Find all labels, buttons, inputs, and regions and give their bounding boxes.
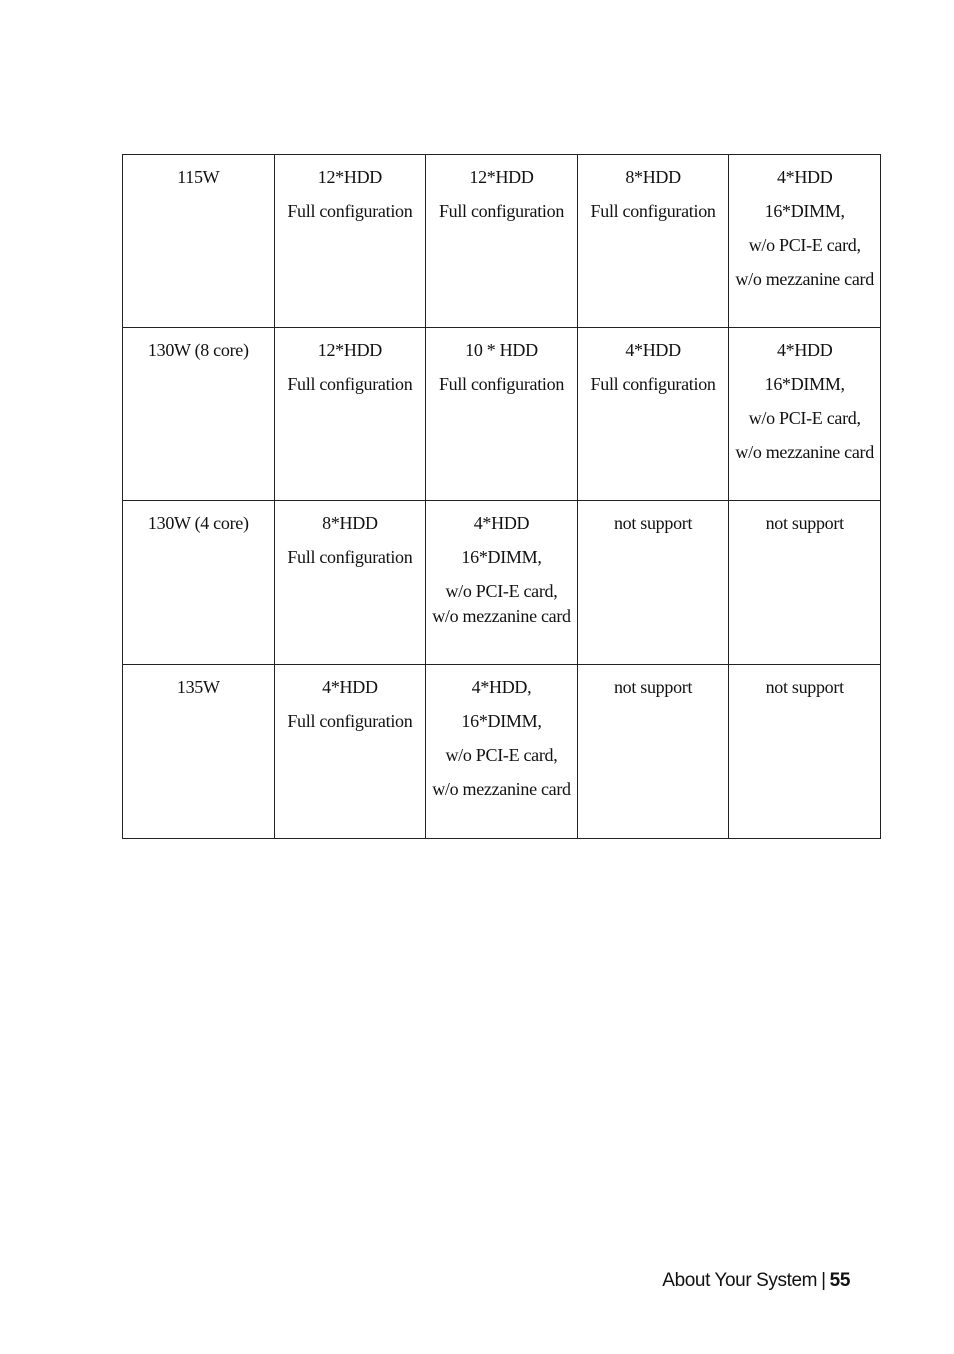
- power-cell: 115W: [123, 155, 275, 328]
- cell-line: not support: [765, 677, 844, 697]
- cell-line: 4*HDD: [776, 340, 833, 360]
- cell-line: 16*DIMM,: [461, 547, 542, 567]
- cell-line: w/o mezzanine card: [735, 442, 874, 462]
- page-number: 55: [829, 1270, 850, 1291]
- cell-line: w/o PCI-E card,: [748, 408, 861, 428]
- cell-line: not support: [765, 513, 844, 533]
- cell-line: 4*HDD: [776, 167, 833, 187]
- power-cell: 130W (8 core): [123, 328, 275, 501]
- config-cell: [729, 665, 881, 839]
- config-cell: [577, 665, 729, 839]
- config-cell: [729, 155, 881, 328]
- footer-section-title: About Your System: [662, 1270, 818, 1291]
- footer-separator: |: [821, 1270, 826, 1291]
- table-row: [123, 665, 881, 839]
- cell-line: 12*HDD: [469, 167, 534, 187]
- table-row: [123, 155, 881, 328]
- table-row: [123, 501, 881, 665]
- cell-line: not support: [613, 513, 693, 533]
- cell-line: 16*DIMM,: [764, 201, 845, 221]
- cell-line: Full configuration: [438, 201, 565, 221]
- power-cell: 130W (4 core): [123, 501, 275, 665]
- cell-line: w/o mezzanine card: [735, 269, 874, 289]
- cell-line: w/o PCI-E card,: [445, 745, 558, 765]
- cell-line: 4*HDD: [322, 677, 378, 697]
- cell-line: 8*HDD: [625, 167, 681, 187]
- cell-line: 12*HDD: [317, 167, 382, 187]
- config-cell: [426, 501, 578, 665]
- cell-line: w/o PCI-E card, w/o mezzanine card: [432, 581, 571, 626]
- cell-line: Full configuration: [590, 374, 716, 394]
- config-cell: [274, 155, 426, 328]
- cell-line: 10 * HDD: [465, 340, 538, 360]
- configuration-table: [122, 154, 881, 839]
- config-cell: [577, 155, 729, 328]
- config-cell: [577, 328, 729, 501]
- config-cell: [426, 328, 578, 501]
- cell-line: 16*DIMM,: [764, 374, 845, 394]
- config-cell: [729, 328, 881, 501]
- cell-line: 16*DIMM,: [461, 711, 542, 731]
- cell-line: 8*HDD: [322, 513, 378, 533]
- config-cell: [274, 665, 426, 839]
- cell-line: 4*HDD: [625, 340, 681, 360]
- config-cell: [426, 665, 578, 839]
- cell-line: 4*HDD: [473, 513, 530, 533]
- config-cell: [729, 501, 881, 665]
- config-cell: [577, 501, 729, 665]
- cell-line: 12*HDD: [317, 340, 382, 360]
- page-footer: [662, 1270, 850, 1292]
- cell-line: w/o mezzanine card: [432, 779, 571, 799]
- cell-line: Full configuration: [287, 711, 413, 731]
- cell-line: Full configuration: [287, 374, 413, 394]
- cell-line: not support: [613, 677, 693, 697]
- config-cell: [426, 155, 578, 328]
- cell-line: Full configuration: [590, 201, 716, 221]
- config-cell: [274, 501, 426, 665]
- cell-line: w/o PCI-E card,: [748, 235, 861, 255]
- cell-line: Full configuration: [438, 374, 565, 394]
- cell-line: 4*HDD,: [471, 677, 532, 697]
- cell-line: Full configuration: [287, 201, 413, 221]
- config-cell: [274, 328, 426, 501]
- power-cell: 135W: [123, 665, 275, 839]
- table-row: [123, 328, 881, 501]
- cell-line: Full configuration: [287, 547, 413, 567]
